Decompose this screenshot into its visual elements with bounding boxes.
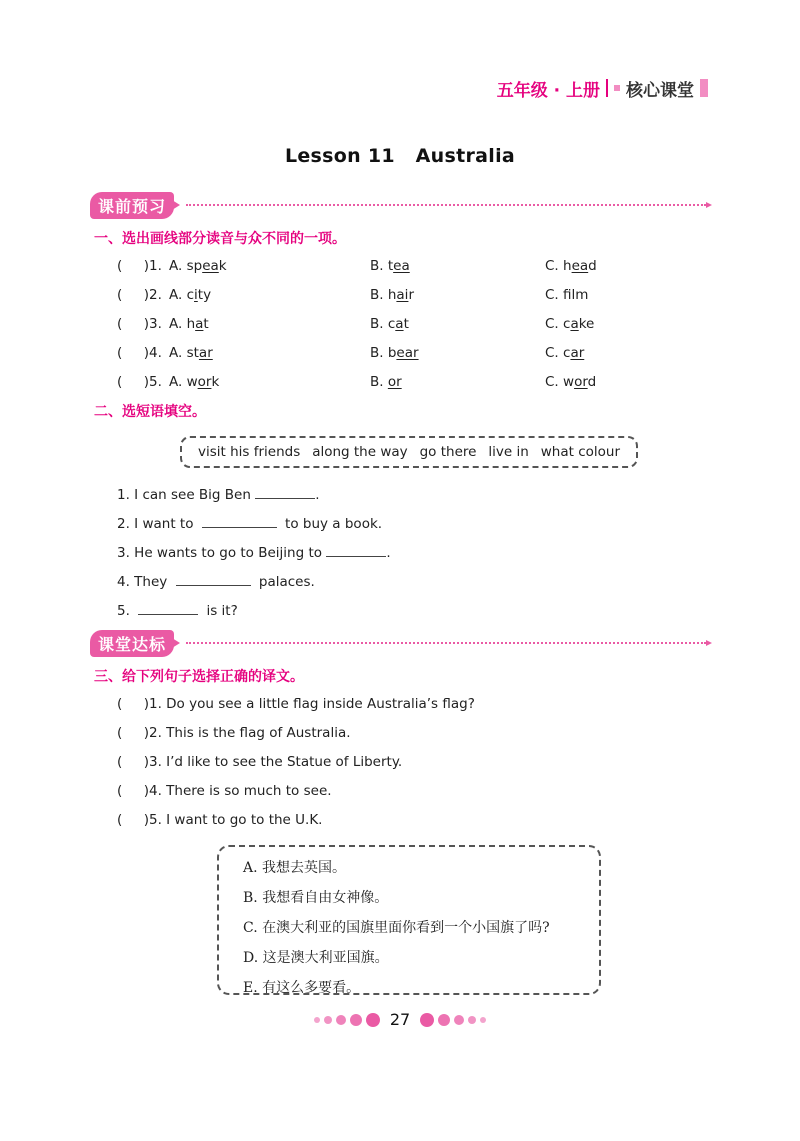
question-number: ( )2. <box>117 287 162 303</box>
option-a: A. star <box>169 345 213 361</box>
dot-icon <box>314 1017 320 1023</box>
fill-item: 2. I want to to buy a book. <box>117 516 383 532</box>
underlined-letters: or <box>387 374 402 390</box>
option-a: A. hat <box>169 316 209 332</box>
option-a: A. speak <box>169 258 227 274</box>
option-b: B. or <box>370 374 402 390</box>
page-header <box>497 76 708 100</box>
answer-blank[interactable] <box>326 544 386 557</box>
phrase-item: go there <box>419 444 477 460</box>
phrase-item: visit his friends <box>197 444 301 460</box>
question-number: ( )3. <box>117 316 162 332</box>
underlined-letters: ai <box>396 287 409 303</box>
question-number: ( )5. <box>117 374 162 390</box>
page-footer <box>0 1010 800 1029</box>
classroom-banner-label: 课堂达标 <box>90 630 174 657</box>
translation-option: D. 这是澳大利亚国旗。 <box>243 950 389 966</box>
option-b: B. hair <box>370 287 414 303</box>
section3-title: 三、给下列句子选择正确的译文。 <box>94 669 304 685</box>
fill-item: 5. is it? <box>117 603 238 619</box>
section2-title: 二、选短语填空。 <box>94 404 206 420</box>
translation-question: ( )5. I want to go to the U.K. <box>117 812 323 828</box>
underlined-letters: a <box>570 316 579 332</box>
option-b: B. bear <box>370 345 419 361</box>
translation-question: ( )4. There is so much to see. <box>117 783 332 799</box>
core-label: 核心课堂 <box>626 80 694 101</box>
option-c: C. head <box>545 258 597 274</box>
header-square-icon <box>614 85 620 91</box>
page-number: 27 <box>389 1010 411 1029</box>
dot-icon <box>420 1013 434 1027</box>
fill-item: 3. He wants to go to Beijing to . <box>117 545 391 561</box>
option-a: A. work <box>169 374 220 390</box>
question-number: ( )1. <box>117 258 162 274</box>
underlined-letters: ea <box>393 258 410 274</box>
translation-question: ( )1. Do you see a little flag inside Australia’s flag? <box>117 696 475 712</box>
translation-option: C. 在澳大利亚的国旗里面你看到一个小国旗了吗? <box>243 920 550 936</box>
dot-icon <box>480 1017 486 1023</box>
option-c: C. car <box>545 345 585 361</box>
underlined-letters: ea <box>202 258 219 274</box>
underlined-letters: ar <box>570 345 585 361</box>
underlined-letters: or <box>574 374 588 390</box>
lesson-title: Lesson 11 Australia <box>284 145 516 167</box>
dot-icon <box>438 1014 450 1026</box>
answer-blank[interactable] <box>255 486 315 499</box>
answer-blank[interactable] <box>202 515 277 528</box>
preview-banner-label: 课前预习 <box>90 192 174 219</box>
banner-arrow-icon <box>706 202 712 208</box>
dot-icon <box>336 1015 346 1025</box>
dot-icon <box>454 1015 464 1025</box>
fill-item: 4. They palaces. <box>117 574 315 590</box>
header-divider <box>606 79 608 97</box>
option-b: B. tea <box>370 258 410 274</box>
banner-dotted-line <box>186 204 706 206</box>
translation-options-box <box>217 845 601 995</box>
phrase-box <box>180 436 638 468</box>
banner-triangle-icon <box>172 200 180 210</box>
underlined-letters: i <box>194 287 198 303</box>
phrase-item: live in <box>488 444 529 460</box>
dot-icon <box>366 1013 380 1027</box>
banner-dotted-line <box>186 642 706 644</box>
answer-blank[interactable] <box>176 573 251 586</box>
banner-arrow-icon <box>706 640 712 646</box>
translation-option: A. 我想去英国。 <box>243 860 347 876</box>
question-number: ( )4. <box>117 345 162 361</box>
dot-icon <box>468 1016 476 1024</box>
underlined-letters: or <box>197 374 212 390</box>
option-a: A. city <box>169 287 212 303</box>
banner-triangle-icon <box>172 638 180 648</box>
translation-question: ( )3. I’d like to see the Statue of Liberty. <box>117 754 403 770</box>
underlined-letters: a <box>195 316 204 332</box>
dot-icon <box>350 1014 362 1026</box>
fill-item: 1. I can see Big Ben . <box>117 487 320 503</box>
translation-option: E. 有这么多要看。 <box>243 980 361 996</box>
phrase-item: what colour <box>540 444 621 460</box>
option-c: C. word <box>545 374 597 390</box>
underlined-letters: ar <box>198 345 213 361</box>
dot-icon <box>324 1016 332 1024</box>
grade-label: 五年级 · 上册 <box>496 80 600 101</box>
translation-question: ( )2. This is the flag of Australia. <box>117 725 351 741</box>
header-end-bar <box>700 79 708 97</box>
underlined-letters: ea <box>571 258 589 274</box>
answer-blank[interactable] <box>138 602 198 615</box>
preview-banner <box>90 193 712 217</box>
section1-title: 一、选出画线部分读音与众不同的一项。 <box>94 231 346 247</box>
option-c: C. cake <box>545 316 595 332</box>
translation-option: B. 我想看自由女神像。 <box>243 890 389 906</box>
option-b: B. cat <box>370 316 409 332</box>
option-c: C. flm <box>545 287 589 303</box>
classroom-banner <box>90 631 712 655</box>
underlined-letters: a <box>395 316 404 332</box>
underlined-letters: ear <box>396 345 419 361</box>
phrase-item: along the way <box>312 444 408 460</box>
